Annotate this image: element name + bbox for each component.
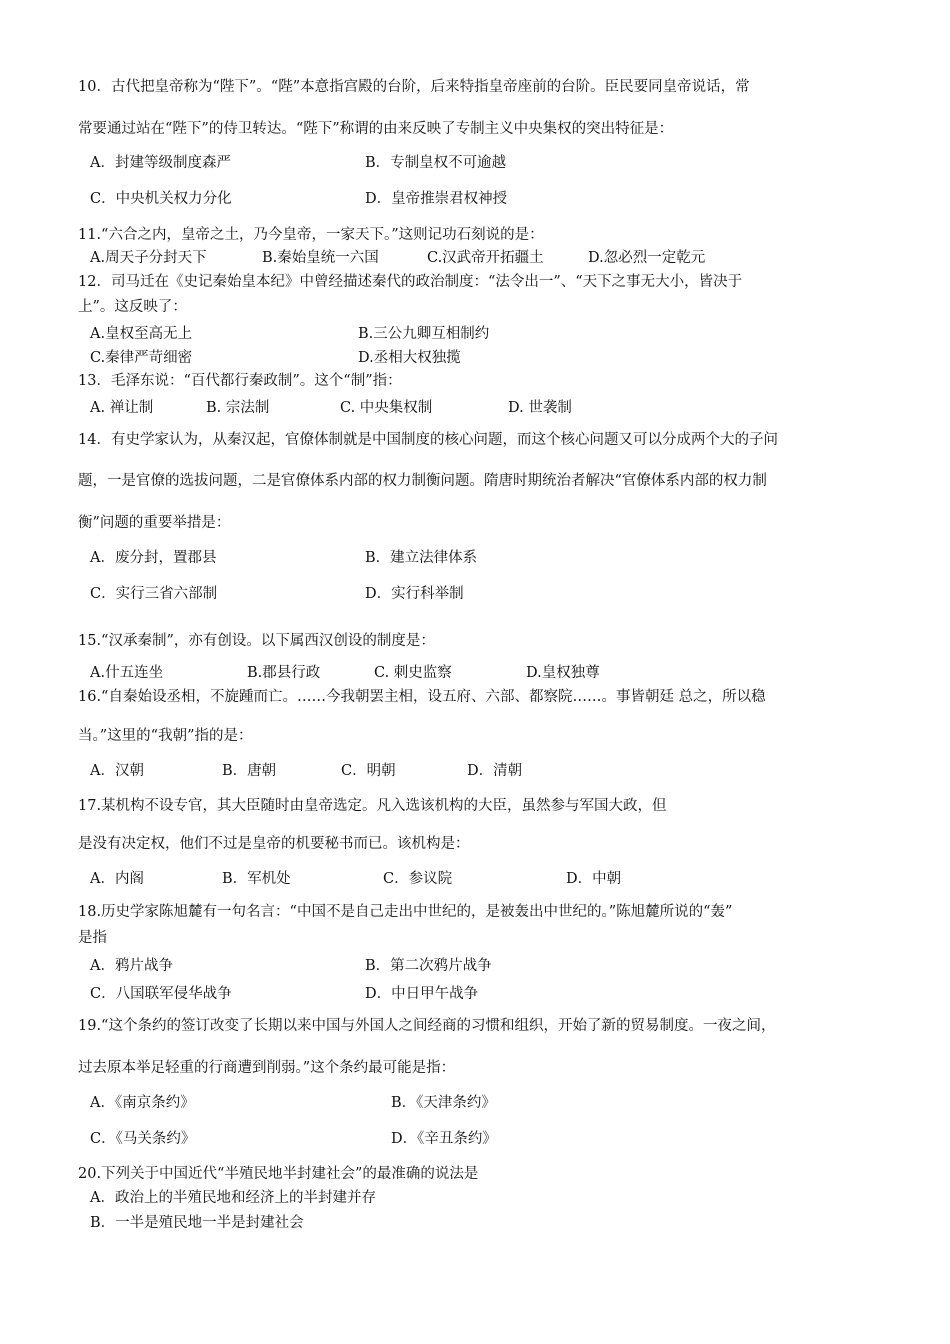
question-18-stem-line-2: 是指 <box>78 930 107 946</box>
question-12-stem-line-1: 12．司马迁在《史记秦始皇本纪》中曾经描述秦代的政治制度：“法令出一”、“天下之事无大小，皆决于 <box>78 274 743 290</box>
question-15-stem: 15.“汉承秦制”，亦有创设。以下属西汉创设的制度是： <box>78 633 435 649</box>
question-12-option-a: A.皇权至高无上 <box>90 326 193 342</box>
question-12-option-c: C.秦律严苛细密 <box>90 350 193 366</box>
question-16-option-c: C．明朝 <box>341 763 396 779</box>
question-11-stem: 11.“六合之内，皇帝之土，乃今皇帝，一家天下。”这则记功石刻说的是： <box>78 227 544 243</box>
question-16-stem-line-1: 16.“自秦始设丞相，不旋踵而亡。……今我朝罢主相，设五府、六部、都察院……。事皆朝廷 总之，所以稳 <box>78 689 766 705</box>
question-10-option-d: D．皇帝推崇君权神授 <box>365 191 508 207</box>
question-17-option-d: D．中朝 <box>566 871 622 887</box>
question-14-option-c: C．实行三省六部制 <box>90 586 218 602</box>
question-14-stem-line-1: 14．有史学家认为，从秦汉起，官僚体制就是中国制度的核心问题，而这个核心问题又可以分成两个大的子问 <box>78 432 778 448</box>
question-14-stem-line-3: 衡”问题的重要举措是： <box>78 515 231 531</box>
question-15-option-c: C. 刺史监察 <box>374 665 452 681</box>
question-17-stem-line-1: 17.某机构不设专官，其大臣随时由皇帝选定。凡入选该机构的大臣，虽然参与军国大政，但 <box>78 798 667 814</box>
question-10-option-b: B．专制皇权不可逾越 <box>365 155 507 171</box>
question-14-option-a: A．废分封，置郡县 <box>90 550 217 566</box>
question-18-option-b: B．第二次鸦片战争 <box>365 958 492 974</box>
question-13-option-c: C. 中央集权制 <box>340 400 433 416</box>
question-16-option-a: A．汉朝 <box>90 763 144 779</box>
question-20-option-b: B．一半是殖民地一半是封建社会 <box>90 1215 304 1231</box>
question-17-option-c: C．参议院 <box>383 871 453 887</box>
question-10-option-a: A．封建等级制度森严 <box>90 155 231 171</box>
question-11-option-a: A.周天子分封天下 <box>90 250 207 266</box>
question-14-option-d: D．实行科举制 <box>365 586 464 602</box>
question-13-stem: 13．毛泽东说：“百代都行秦政制”。这个“制”指： <box>78 373 402 389</box>
question-15-option-b: B.郡县行政 <box>247 665 321 681</box>
question-17-option-b: B．军机处 <box>222 871 291 887</box>
question-18-option-c: C．八国联军侵华战争 <box>90 986 232 1002</box>
question-13-option-a: A. 禅让制 <box>90 400 154 416</box>
question-14-stem-line-2: 题，一是官僚的选拔问题，二是官僚体系内部的权力制衡问题。隋唐时期统治者解决“官僚体系内部的权力制 <box>78 473 767 489</box>
question-11-option-c: C.汉武帝开拓疆土 <box>427 250 544 266</box>
question-10-stem-line-1: 10．古代把皇帝称为“陛下”。“陛”本意指宫殿的台阶，后来特指皇帝座前的台阶。臣民要同皇帝说话，常 <box>78 79 750 95</box>
question-15-option-d: D.皇权独尊 <box>526 665 600 681</box>
question-20-option-a: A．政治上的半殖民地和经济上的半封建并存 <box>90 1190 376 1206</box>
question-11-option-d: D.忽必烈一定乾元 <box>588 250 706 266</box>
question-16-stem-line-2: 当。”这里的“我朝”指的是： <box>78 728 253 744</box>
question-18-stem-line-1: 18.历史学家陈旭麓有一句名言：“中国不是自己走出中世纪的，是被轰出中世纪的。”陈旭麓所说的“轰” <box>78 904 733 920</box>
question-13-option-b: B. 宗法制 <box>206 400 270 416</box>
question-19-stem-line-2: 过去原本举足轻重的行商遭到削弱。”这个条约最可能是指： <box>78 1060 456 1076</box>
question-19-option-b: B．《天津条约》 <box>391 1095 496 1111</box>
question-12-option-b: B.三公九卿互相制约 <box>358 326 490 342</box>
question-17-option-a: A．内阁 <box>90 871 144 887</box>
question-18-option-d: D．中日甲午战争 <box>365 986 479 1002</box>
question-13-option-d: D. 世袭制 <box>508 400 572 416</box>
question-16-option-b: B．唐朝 <box>222 763 277 779</box>
question-11-option-b: B.秦始皇统一六国 <box>262 250 379 266</box>
question-12-option-d: D.丞相大权独揽 <box>358 350 461 366</box>
question-19-option-a: A．《南京条约》 <box>90 1095 195 1111</box>
question-12-stem-line-2: 上”。这反映了： <box>78 299 187 315</box>
question-17-stem-line-2: 是没有决定权，他们不过是皇帝的机要秘书而已。该机构是： <box>78 836 470 852</box>
question-20-stem: 20.下列关于中国近代“半殖民地半封建社会”的最准确的说法是 <box>78 1166 479 1182</box>
question-16-option-d: D．清朝 <box>467 763 523 779</box>
question-19-option-d: D．《辛丑条约》 <box>391 1131 497 1147</box>
question-10-stem-line-2: 常要通过站在“陛下”的侍卫转达。“陛下”称谓的由来反映了专制主义中央集权的突出特征是： <box>78 121 674 137</box>
question-19-option-c: C．《马关条约》 <box>90 1131 196 1147</box>
question-10-option-c: C．中央机关权力分化 <box>90 191 232 207</box>
question-19-stem-line-1: 19.“这个条约的签订改变了长期以来中国与外国人之间经商的习惯和组织，开始了新的贸易制度。一夜之间， <box>78 1018 776 1034</box>
question-14-option-b: B．建立法律体系 <box>365 550 478 566</box>
question-18-option-a: A．鸦片战争 <box>90 958 173 974</box>
question-15-option-a: A.什五连坐 <box>90 665 164 681</box>
